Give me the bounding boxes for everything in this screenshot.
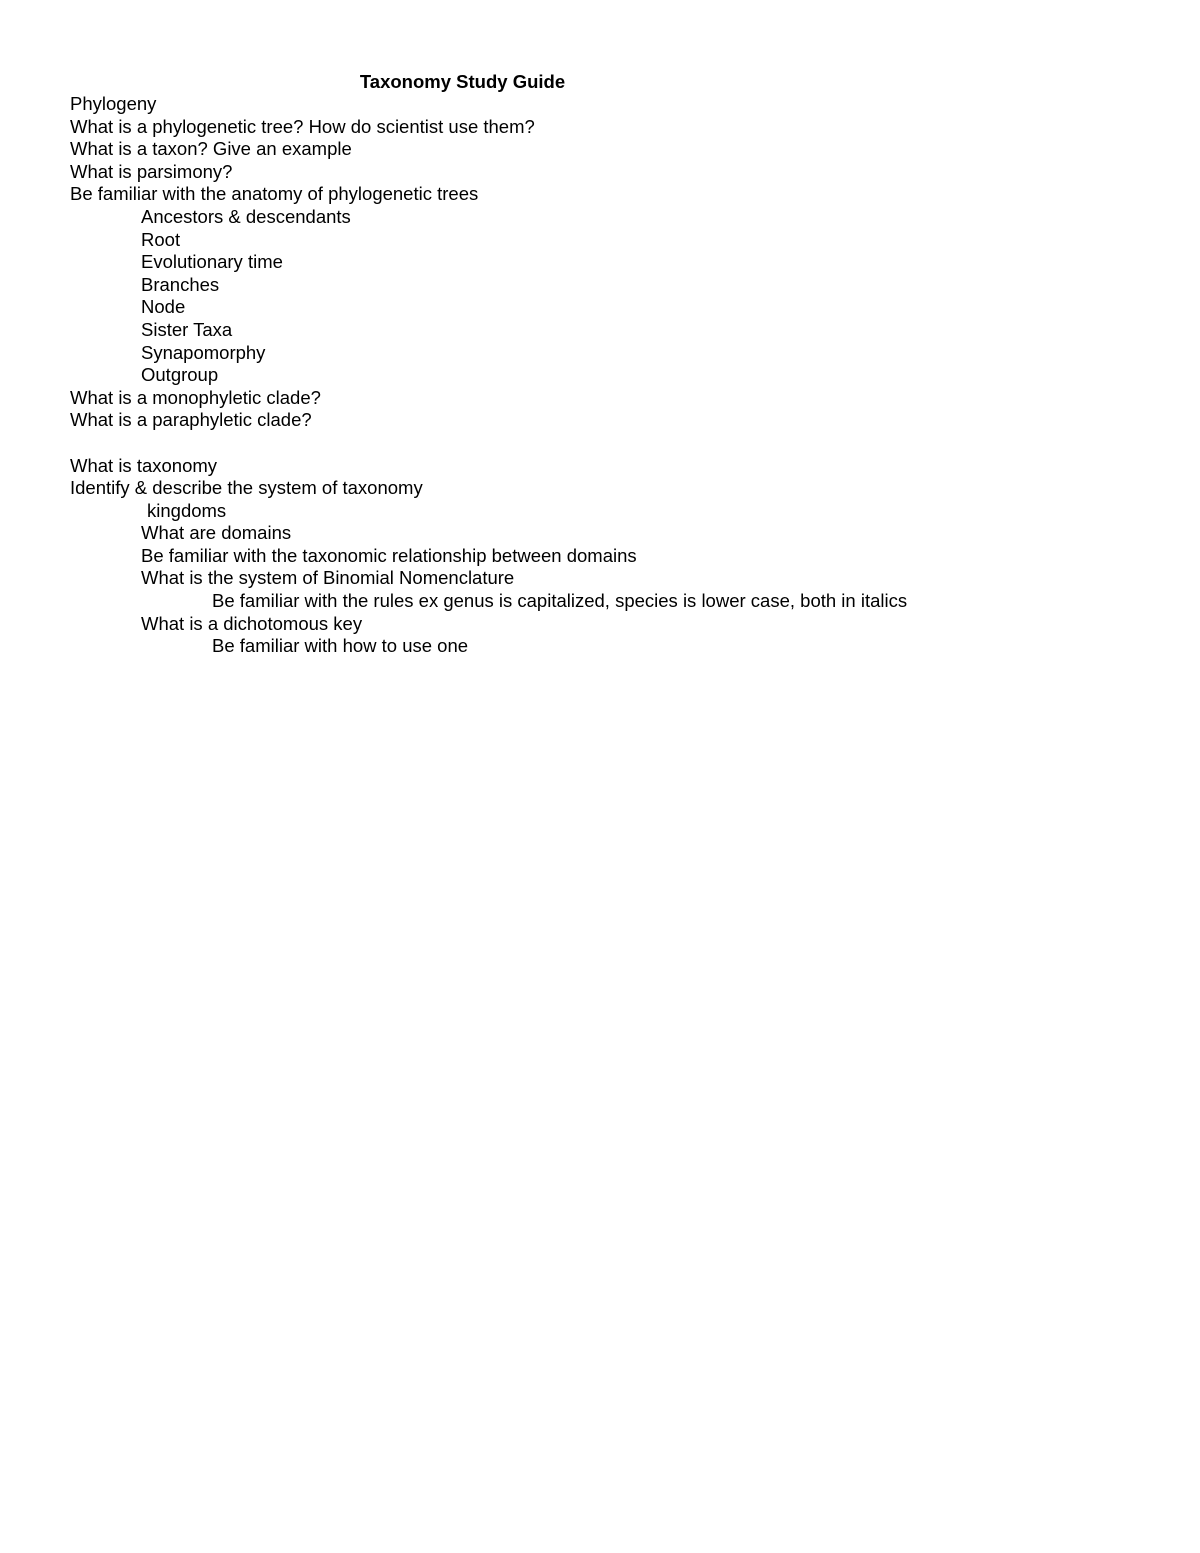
outline-line: What is a monophyletic clade?	[70, 386, 321, 408]
outline-subline: What is the system of Binomial Nomenclature	[141, 567, 515, 589]
outline-subline: What are domains	[141, 522, 292, 544]
outline-line: Be familiar with the anatomy of phylogenetic trees	[70, 183, 479, 205]
outline-line: Phylogeny	[70, 93, 157, 114]
outline-subsubline: Be familiar with how to use one	[212, 635, 469, 657]
outline-subline: What is a dichotomous key	[141, 612, 363, 634]
blank-line	[70, 432, 1170, 455]
outline-subline: Root	[141, 228, 181, 250]
outline-subsubline: Be familiar with the rules ex genus is capitalized, species is lower case, both in italics	[212, 590, 908, 612]
outline-subline: kingdoms	[147, 499, 227, 521]
outline-subline: Ancestors & descendants	[141, 205, 351, 227]
outline-line: What is parsimony?	[70, 160, 233, 182]
outline-subline: Evolutionary time	[141, 251, 283, 273]
outline-subline: Sister Taxa	[141, 318, 233, 340]
study-guide-outline	[70, 93, 1170, 658]
outline-line: Identify & describe the system of taxonomy	[70, 477, 423, 499]
outline-subline: Node	[141, 296, 186, 318]
outline-line: What is a paraphyletic clade?	[70, 409, 312, 431]
outline-line: What is taxonomy	[70, 454, 218, 476]
outline-subline: Outgroup	[141, 364, 219, 386]
outline-subline: Be familiar with the taxonomic relationship between domains	[141, 544, 637, 566]
document-title: Taxonomy Study Guide	[359, 71, 566, 92]
outline-subline: Branches	[141, 273, 220, 295]
outline-line: What is a phylogenetic tree? How do scientist use them?	[70, 115, 535, 137]
outline-subline: Synapomorphy	[141, 341, 266, 363]
outline-line: What is a taxon? Give an example	[70, 138, 352, 160]
